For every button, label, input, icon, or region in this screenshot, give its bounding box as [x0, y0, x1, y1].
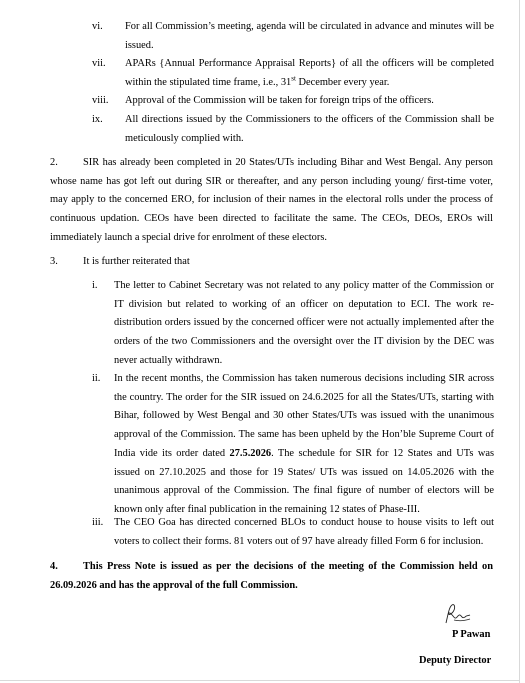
paragraph-number: 2.	[50, 157, 58, 168]
paragraph-number: 3.	[50, 256, 58, 267]
signatory-name: P Pawan	[452, 629, 491, 640]
handwritten-signature	[440, 603, 474, 627]
list-item-text: APARs {Annual Performance Appraisal Reports} of all the officers will be completed within the stipulated time frame, i.e., 31st December every year.	[125, 58, 494, 88]
list-item-text: For all Commission’s meeting, agenda will be circulated in advance and minutes will be issued.	[125, 21, 494, 51]
list-item-text: In the recent months, the Commission has taken numerous decisions including SIR across the country. The order for the SIR issued on 24.6.2025 for all the States/UTs, starting with Bihar, followed by West Bengal and 30 other States/UTs was issued with the unanimous approval of the Commission. The same has been upheld by the Hon’ble Supreme Court of India vide its order dated 27.5.2026. The schedule for SIR for 12 States and UTs was issued on 27.10.2025 and those for 19 States/ UTs was issued on 14.05.2026 with the unanimous approval of the Commission. The final figure of number of electors will be known only after final publication in the remaining 12 states of Phase-III.	[114, 373, 494, 515]
list-item-text: The CEO Goa has directed concerned BLOs to conduct house to house visits to left out voters to collect their forms. 81 voters out of 97 have already filled Form 6 for inclusion.	[114, 517, 494, 547]
paragraph-2: 2. SIR has already been completed in 20 States/UTs including Bihar and West Bengal. Any person whose name has got left out during SIR or thereafter, and any person including young/ first-time voter, may apply to the concerned ERO, for inclusion of their names in the electoral rolls under the process of continuous updation. CEOs have been directed to facilitate the same. The CEOs, DEOs, EROs will immediately launch a special drive for enrolment of these electors.	[50, 154, 493, 248]
signatory-title: Deputy Director	[419, 655, 492, 666]
right-border	[519, 0, 520, 683]
list-item-text: The letter to Cabinet Secretary was not related to any policy matter of the Commission or IT division but related to working of an officer on deputation to ECI. The work re-distribution orders issued by the concerned officer were not actually implemented after the orders of the two Commissioners and the oversight over the IT division by the DEC was never actually withdrawn.	[114, 280, 494, 366]
list-number: vi.	[92, 21, 103, 32]
bottom-border	[0, 680, 520, 681]
paragraph-number: 4.	[50, 561, 58, 572]
paragraph-3: It is further reiterated that	[83, 256, 190, 267]
list-item-text: Approval of the Commission will be taken for foreign trips of the officers.	[125, 95, 434, 106]
paragraph-4: 4. This Press Note is issued as per the decisions of the meeting of the Commission held on 26.09.2026 and has the approval of the full Commission.	[50, 558, 493, 595]
list-number: i.	[92, 280, 98, 291]
list-number: vii.	[92, 58, 106, 69]
list-number: ix.	[92, 114, 103, 125]
list-item-text: All directions issued by the Commissioners to the officers of the Commission shall be meticulously complied with.	[125, 114, 494, 144]
list-number: ii.	[92, 373, 101, 384]
list-number: iii.	[92, 517, 104, 528]
list-number: viii.	[92, 95, 109, 106]
